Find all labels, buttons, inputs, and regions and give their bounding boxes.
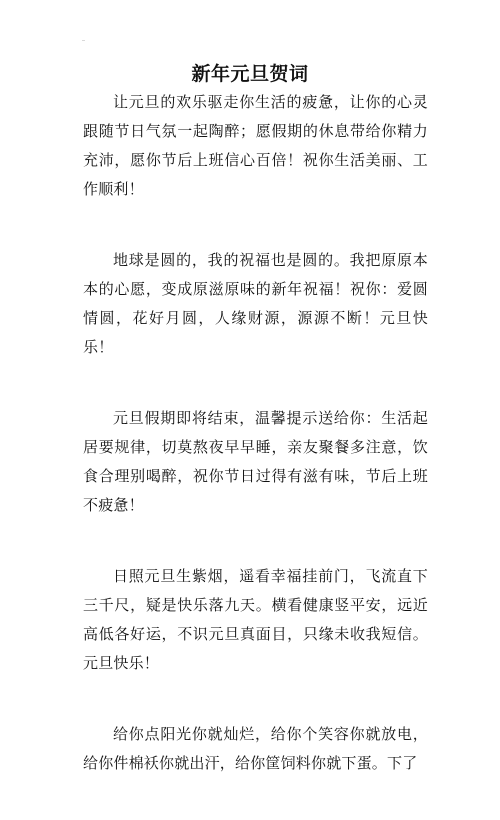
document-title: 新年元旦贺词 <box>191 63 309 85</box>
paragraph-3: 元旦假期即将结束，温馨提示送给你：生活起居要规律，切莫熬夜早早睡，亲友聚餐多注意，饮食合理别喝醉，祝你节日过得有滋有味，节后上班不疲惫！ <box>83 409 428 514</box>
paragraph-5: 给你点阳光你就灿烂，给你个笑容你就放电，给你件棉袄你就出汗，给你筐饲料你就下蛋。下了 <box>83 725 428 772</box>
paragraph-2: 地球是圆的，我的祝福也是圆的。我把原原本本的心愿，变成原滋原味的新年祝福！祝你：爱圆情圆，花好月圆，人缘财源，源源不断！元旦快乐！ <box>83 251 428 356</box>
corner-crop-mark <box>82 40 85 41</box>
document-body <box>83 88 428 820</box>
paragraph-4: 日照元旦生紫烟，遥看幸福挂前门，飞流直下三千尺，疑是快乐落九天。横看健康竖平安，远近高低各好运，不识元旦真面目，只缘未收我短信。元旦快乐！ <box>83 567 428 672</box>
paragraph-1: 让元旦的欢乐驱走你生活的疲惫，让你的心灵跟随节日气氛一起陶醉；愿假期的休息带给你精力充沛，愿你节后上班信心百倍！祝你生活美丽、工作顺利！ <box>83 93 428 198</box>
